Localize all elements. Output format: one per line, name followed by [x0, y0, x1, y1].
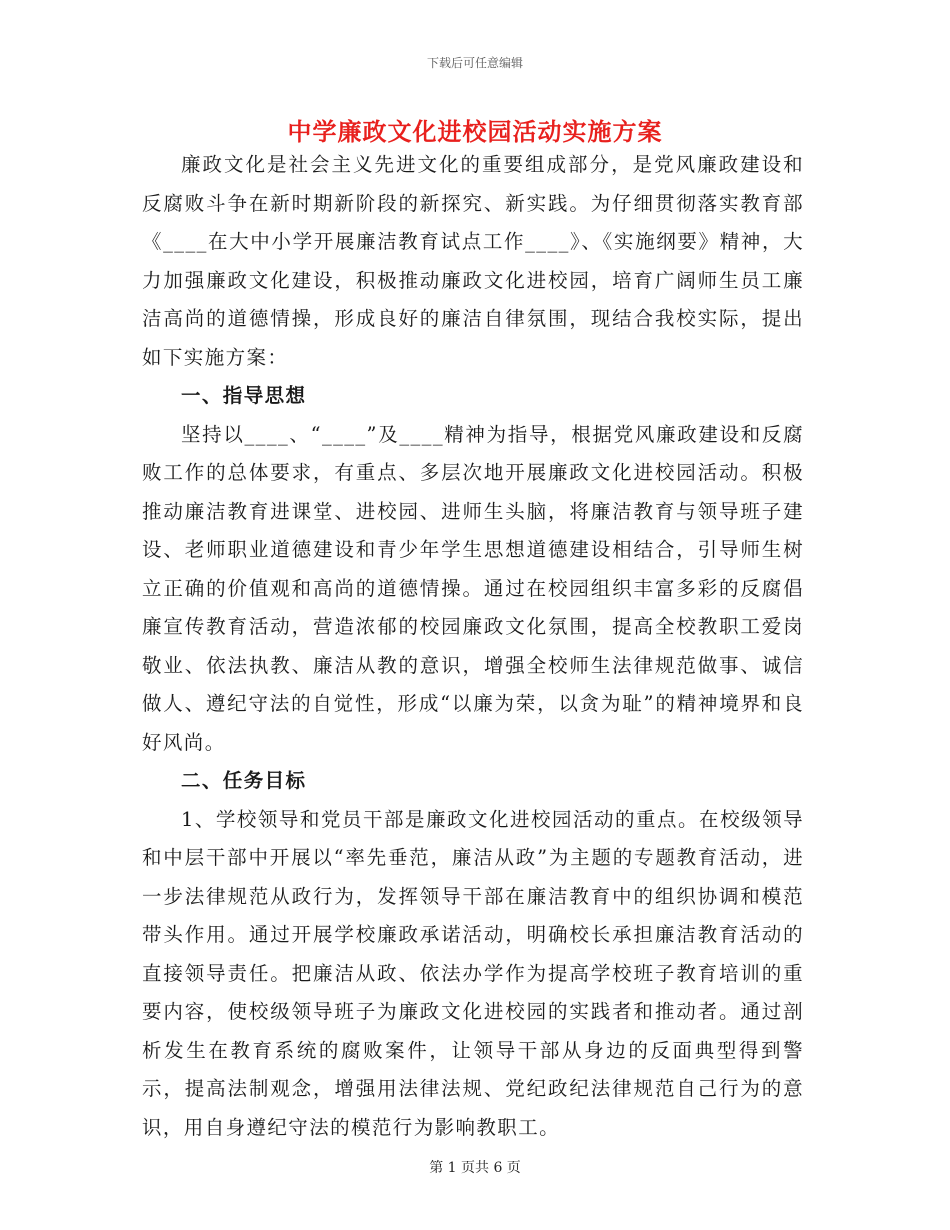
document-title: 中学廉政文化进校园活动实施方案 [287, 118, 663, 146]
section-heading-task-goals: 二、任务目标 [181, 769, 307, 792]
document-body [142, 146, 804, 1147]
task-goals-paragraph: 1、学校领导和党员干部是廉政文化进校园活动的重点。在校级领导和中层干部中开展以“率先垂范，廉洁从政”为主题的专题教育活动，进一步法律规范从政行为，发挥领导干部在廉洁教育中的组织协调和模范带头作用。通过开展学校廉政承诺活动，明确校长承担廉洁教育活动的直接领导责任。把廉洁从政、依法办学作为提高学校班子教育培训的重要内容，使校级领导班子为廉政文化进校园的实践者和推动者。通过剖析发生在教育系统的腐败案件，让领导干部从身边的反面典型得到警示，提高法制观念，增强用法律法规、党纪政纪法律规范自己行为的意识，用自身遵纪守法的模范行为影响教职工。 [142, 807, 804, 1139]
section-heading-guiding-ideology: 一、指导思想 [181, 384, 307, 407]
intro-paragraph: 廉政文化是社会主义先进文化的重要组成部分，是党风廉政建设和反腐败斗争在新时期新阶段的新探究、新实践。为仔细贯彻落实教育部《____在大中小学开展廉洁教育试点工作____》、《实施纲要》精神，大力加强廉政文化建设，积极推动廉政文化进校园，培育广阔师生员工廉洁高尚的道德情操，形成良好的廉洁自律氛围，现结合我校实际，提出如下实施方案： [142, 153, 804, 369]
header-note: 下载后可任意编辑 [426, 56, 523, 70]
guiding-ideology-paragraph: 坚持以____、“____”及____精神为指导，根据党风廉政建设和反腐败工作的总体要求，有重点、多层次地开展廉政文化进校园活动。积极推动廉洁教育进课堂、进校园、进师生头脑，将廉洁教育与领导班子建设、老师职业道德建设和青少年学生思想道德建设相结合，引导师生树立正确的价值观和高尚的道德情操。通过在校园组织丰富多彩的反腐倡廉宣传教育活动，营造浓郁的校园廉政文化氛围，提高全校教职工爱岗敬业、依法执教、廉洁从教的意识，增强全校师生法律规范做事、诚信做人、遵纪守法的自觉性，形成“以廉为荣，以贪为耻”的精神境界和良好风尚。 [142, 422, 804, 754]
page-footer: 第 1 页共 6 页 [429, 1160, 521, 1176]
